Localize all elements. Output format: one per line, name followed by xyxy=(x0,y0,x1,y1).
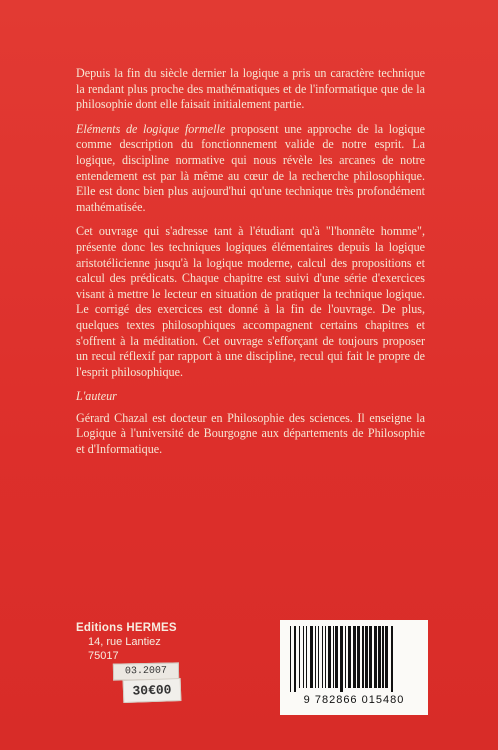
barcode-bar xyxy=(348,626,351,688)
barcode-bar xyxy=(290,626,291,692)
barcode-bar xyxy=(382,626,384,688)
barcode-bar xyxy=(315,626,316,688)
barcode-bar xyxy=(357,626,360,688)
barcode-bars xyxy=(280,620,428,694)
author-heading: L'auteur xyxy=(76,389,117,404)
barcode-bar xyxy=(362,626,364,688)
barcode-bar xyxy=(391,626,393,692)
barcode-bar xyxy=(369,626,372,688)
paragraph-book xyxy=(76,122,425,216)
barcode-bar xyxy=(299,626,300,688)
barcode-bar xyxy=(303,626,304,688)
price-sticker: 30€00 xyxy=(123,678,182,703)
publisher-name: Editions HERMES xyxy=(76,622,177,634)
barcode-bar xyxy=(310,626,313,688)
barcode-bar xyxy=(378,626,381,688)
barcode-bar xyxy=(353,626,356,688)
author-bio: Gérard Chazal est docteur en Philosophie des sciences. Il enseigne la Logique à l'université de Bourgogne aux départements de Philosophie et d'Informatique. xyxy=(76,410,425,457)
paragraph-content: Cet ouvrage qui s'adresse tant à l'étudiant qu'à "l'honnête homme", présente donc les techniques logiques élémentaires depuis la logique aristotélicienne jusqu'à la logique moderne, calcul des propositions et calcul des prédicats. Chaque chapitre est suivi d'une série d'exercices visant à mettre le lecteur en situation de pratiquer la technique logique. Le corrigé des exercices est donné à la fin de l'ouvrage. De plus, quelques textes philosophiques accompagnent certains chapitres et s'offrent à la méditation. Cet ouvrage s'efforçant de toujours proposer un recul réflexif par rapport à une discipline, recul qui fait le propre de l'esprit philosophique. xyxy=(76,224,425,379)
publisher-block xyxy=(76,621,177,663)
barcode-bar xyxy=(365,626,368,688)
barcode xyxy=(280,620,428,715)
date-sticker: 03.2007 xyxy=(113,662,179,680)
barcode-bar xyxy=(333,626,334,688)
barcode-bar xyxy=(374,626,377,688)
barcode-bar xyxy=(318,626,319,688)
publisher-street: 14, rue Lantiez xyxy=(88,636,161,648)
barcode-bar xyxy=(306,626,307,688)
barcode-digits: 9 782866 015480 xyxy=(303,694,405,706)
barcode-bar xyxy=(328,626,331,688)
barcode-bar xyxy=(345,626,346,688)
paragraph-intro: Depuis la fin du siècle dernier la logique a pris un caractère technique la rendant plus proche des mathématiques et de l'informatique que de la philosophie dont elle faisait initialement partie. xyxy=(76,66,425,112)
paragraph-book-text: proposent une approche de la logique comme description du fonctionnement valide de notre esprit. La logique, discipline normative qui nous révèle les arcanes de notre entendement est par là même au cœur de la recherche philosophique. Elle est donc bien plus aujourd'hui qu'une technique très profondément mathématisée. xyxy=(76,121,425,214)
barcode-bar xyxy=(340,626,343,692)
blurb xyxy=(76,66,425,467)
barcode-bar xyxy=(294,626,296,692)
barcode-bar xyxy=(385,626,388,688)
barcode-bar xyxy=(335,626,338,688)
barcode-bar xyxy=(322,626,323,688)
book-title: Eléments de logique formelle xyxy=(76,121,226,136)
barcode-bar xyxy=(325,626,326,688)
publisher-postcode: 75017 xyxy=(88,650,119,662)
